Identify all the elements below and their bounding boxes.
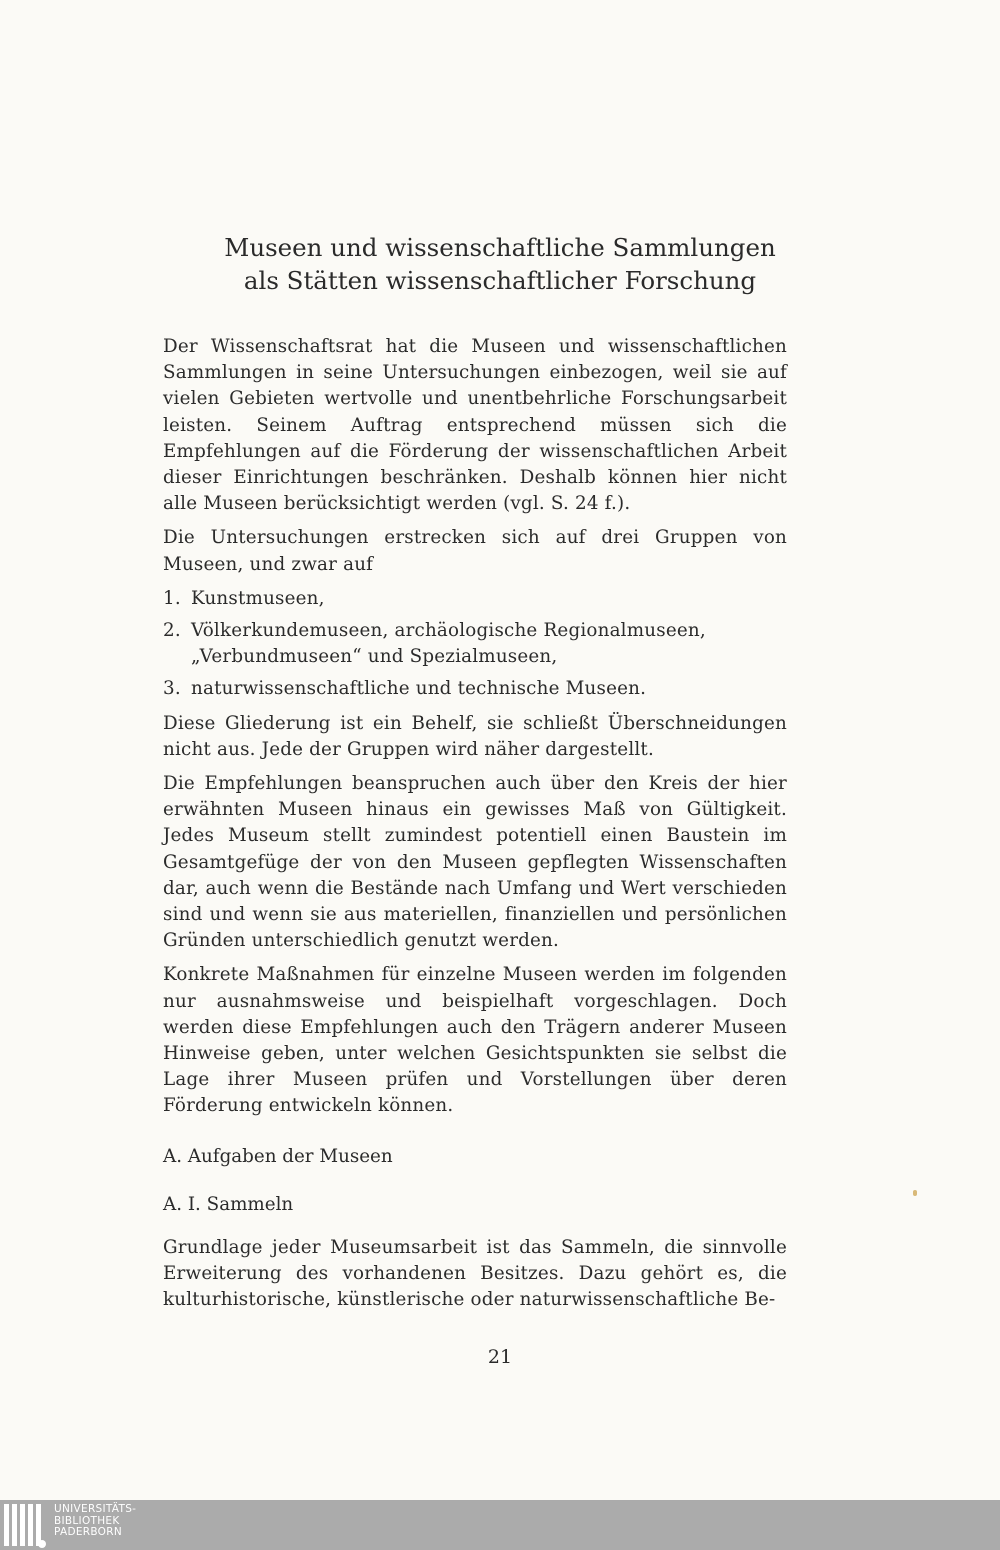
library-logo-icon (4, 1504, 41, 1546)
library-name-line-1: UNIVERSITÄTS- (54, 1503, 137, 1515)
list-item-number: 3. (163, 678, 181, 700)
library-name-line-3: PADERBORN (54, 1526, 122, 1538)
library-name (54, 1504, 136, 1539)
paragraph-6: Grundlage jeder Museumsarbeit ist das Sammeln, die sinnvolle Erweiterung des vorhandenen Besitzes. Dazu gehört es, die kulturhistorische, künstlerische oder naturwissenschaftliche Be- (163, 1237, 787, 1311)
list-item-number: 2. (163, 620, 181, 642)
section-heading-a-i: A. I. Sammeln (163, 1194, 294, 1215)
paragraph-2: Die Untersuchungen erstrecken sich auf drei Gruppen von Museen, und zwar auf (163, 527, 787, 575)
paragraph-5: Konkrete Maßnahmen für einzelne Museen werden im folgenden nur ausnahmsweise und beispielhaft vorgeschlagen. Doch werden diese Empfehlungen auch den Trägern anderer Museen Hinweise geben, unter welchen Gesichtspunkten sie selbst die Lage ihrer Museen prüfen und Vorstellungen über deren Förderung entwickeln können. (163, 964, 787, 1117)
page-number: 21 (487, 1346, 513, 1368)
library-footer-bar (0, 1500, 1000, 1550)
museum-group-list (163, 586, 787, 703)
paragraph-3: Diese Gliederung ist ein Behelf, sie schließt Überschneidungen nicht aus. Jede der Gruppen wird näher dargestellt. (163, 712, 787, 760)
list-item-text: Kunstmuseen, (191, 587, 325, 609)
title-line-2: als Stätten wissenschaftlicher Forschung (243, 266, 757, 295)
paragraph-1: Der Wissenschaftsrat hat die Museen und wissenschaftlichen Sammlungen in seine Untersuchungen einbezogen, weil sie auf vielen Gebieten wertvolle und unentbehrliche Forschungsarbeit leisten. Seinem Auftrag entsprechend müssen sich die Empfehlungen auf die Förderung der wissenschaftlichen Arbeit dieser Einrichtungen beschränken. Deshalb können hier nicht alle Museen berücksichtigt werden (vgl. S. 24 f.). (163, 336, 787, 515)
logo-dot-icon (38, 1540, 46, 1548)
list-item-number: 1. (163, 587, 181, 609)
paper-speck (913, 1190, 917, 1196)
body-text (163, 334, 787, 1128)
library-name-line-2: BIBLIOTHEK (54, 1514, 120, 1527)
list-item (163, 676, 787, 702)
title-line-1: Museen und wissenschaftliche Sammlungen (224, 233, 776, 262)
list-item (163, 586, 787, 612)
section-heading-a: A. Aufgaben der Museen (163, 1146, 393, 1167)
list-item-text: Völkerkundemuseen, archäologische Regionalmuseen, „Verbundmuseen“ und Spezialmuseen, (191, 620, 706, 668)
paragraph-4: Die Empfehlungen beanspruchen auch über den Kreis der hier erwähnten Museen hinaus ein gewisses Maß von Gültigkeit. Jedes Museum stellt zumindest potentiell einen Baustein im Gesamtgefüge der von den Museen gepflegten Wissenschaften dar, auch wenn die Bestände nach Umfang und Wert verschieden sind und wenn sie aus materiellen, finanziellen und persönlichen Gründen unterschiedlich genutzt werden. (163, 773, 787, 952)
list-item (163, 618, 787, 670)
page-title (0, 231, 1000, 297)
list-item-text: naturwissenschaftliche und technische Museen. (191, 678, 647, 700)
